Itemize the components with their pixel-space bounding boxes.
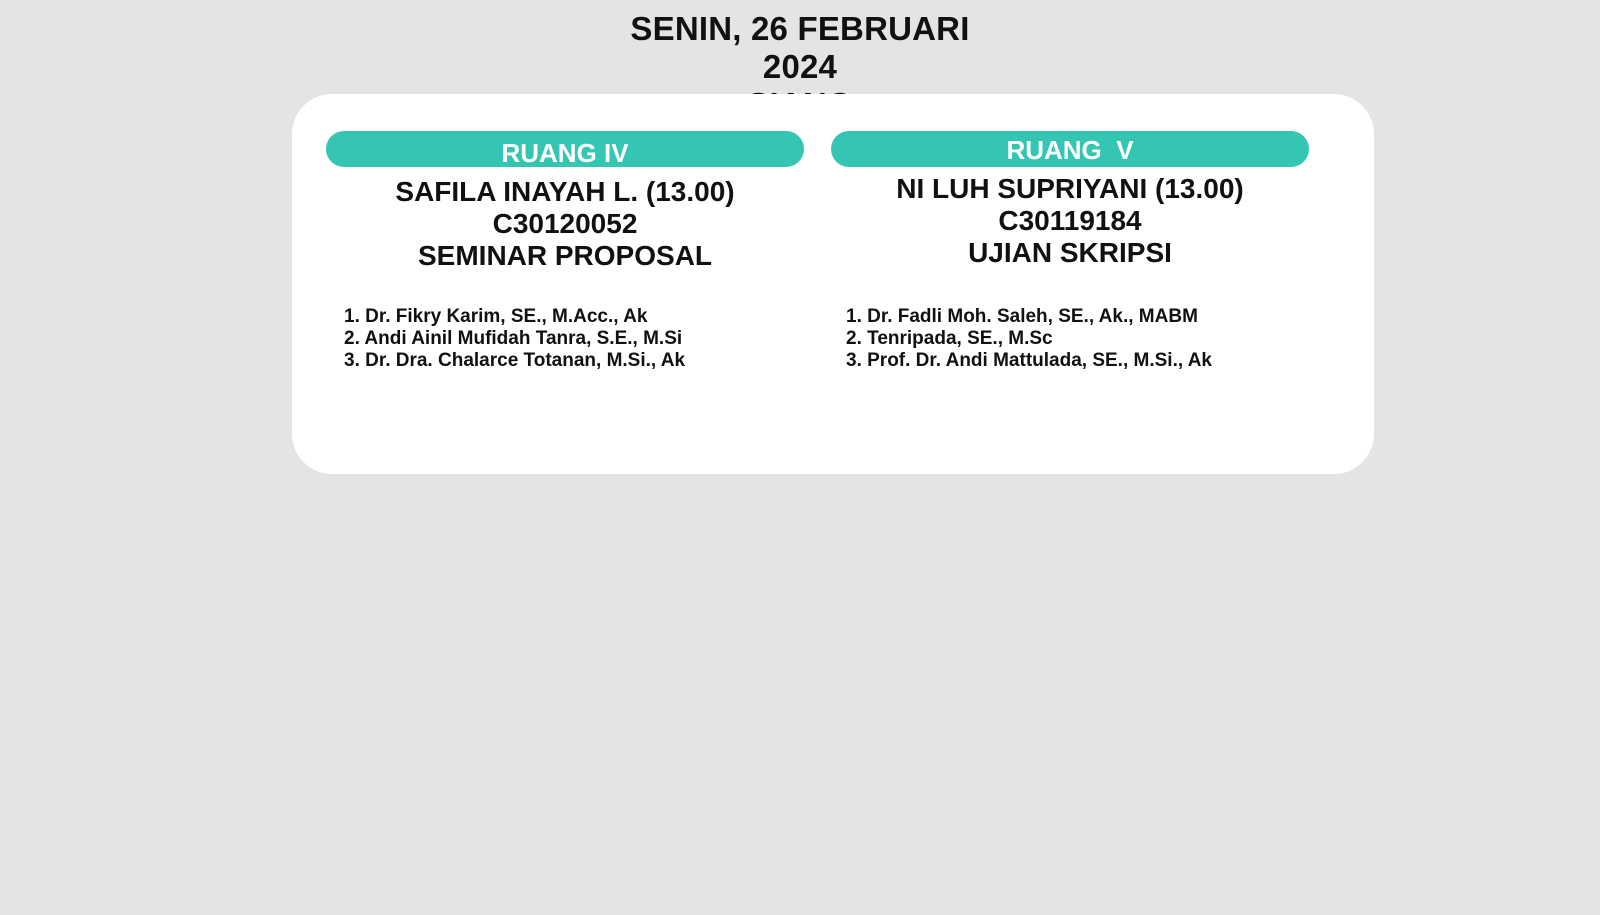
room-label-badge: RUANG V (831, 131, 1309, 167)
examiner-item: 1. Dr. Fikry Karim, SE., M.Acc., Ak (344, 306, 648, 327)
candidate-name: SAFILA INAYAH L. (13.00) (395, 176, 735, 207)
examiner-item: 3. Dr. Dra. Chalarce Totanan, M.Si., Ak (344, 350, 686, 371)
examiner-item: 2. Andi Ainil Mufidah Tanra, S.E., M.Si (344, 328, 683, 349)
schedule-card (292, 94, 1374, 474)
schedule-date: SENIN, 26 FEBRUARI 2024 (630, 10, 970, 85)
examiner-item: 2. Tenripada, SE., M.Sc (846, 328, 1053, 349)
candidate-info (831, 173, 1309, 269)
exam-type: UJIAN SKRIPSI (968, 237, 1172, 268)
exam-type: SEMINAR PROPOSAL (417, 240, 713, 271)
examiner-item: 3. Prof. Dr. Andi Mattulada, SE., M.Si., Ak (846, 350, 1212, 371)
room-label-badge: RUANG IV (326, 131, 804, 167)
candidate-name: NI LUH SUPRIYANI (13.00) (896, 173, 1244, 204)
candidate-student-id: C30120052 (492, 208, 638, 239)
examiner-list (344, 306, 685, 372)
candidate-student-id: C30119184 (998, 205, 1142, 236)
examiner-list (846, 306, 1212, 372)
candidate-info (326, 176, 804, 272)
examiner-item: 1. Dr. Fadli Moh. Saleh, SE., Ak., MABM (846, 306, 1198, 327)
